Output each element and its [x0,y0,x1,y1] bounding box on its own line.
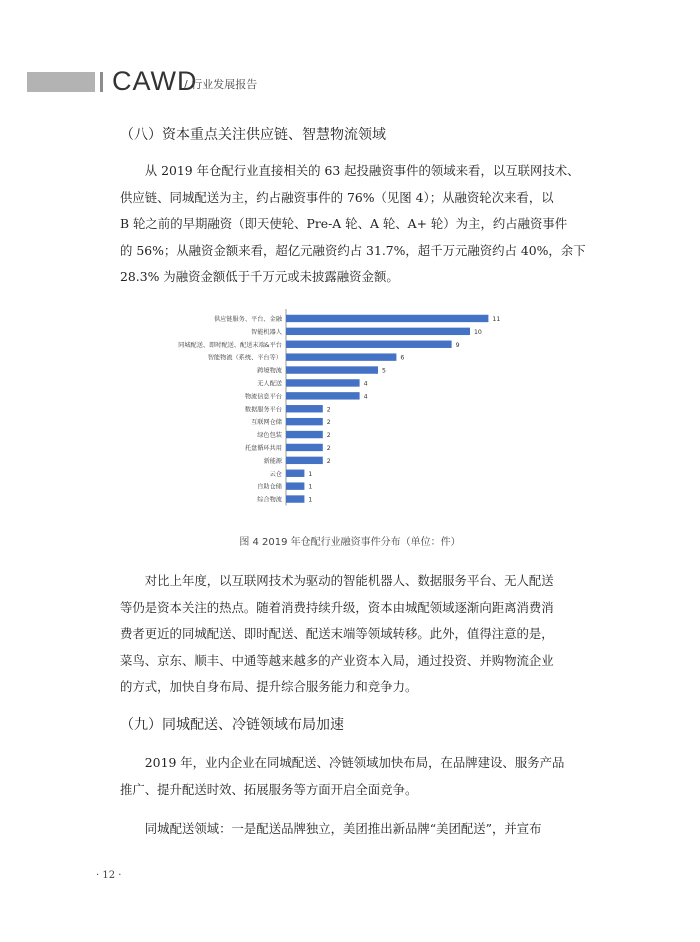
chart-value-label: 2 [326,432,331,440]
chart-value-label: 6 [400,354,405,362]
chart-category-label: 智能物流（系统、平台等） [207,354,282,362]
text-line: 的方式，加快自身布局、提升综合服务能力和竞争力。 [120,679,418,695]
text-line: 对比上年度，以互联网技术为驱动的智能机器人、数据服务平台、无人配送 [144,573,554,588]
chart-bar [286,392,360,399]
header-decor-bar [27,72,95,92]
chart-bar [286,470,304,477]
section8-paragraph [120,158,586,291]
chart-value-label: 2 [326,406,331,414]
chart-bar [286,444,323,451]
chart-value-label: 1 [308,470,313,478]
chart-category-label: 托盘循环共用 [244,444,282,452]
chart-bar [286,495,304,502]
chart-value-label: 11 [492,315,501,323]
chart-bar [286,366,378,373]
section9-heading: （九）同城配送、冷链领域布局加速 [120,717,344,733]
chart-category-label: 新能源 [263,457,282,465]
chart-value-label: 2 [326,419,331,427]
chart-bar [286,353,396,360]
chart-value-label: 4 [363,380,368,388]
chart-value-label: 9 [455,341,460,349]
header-subtitle: / 行业发展报告 [184,78,258,91]
chart-category-label: 互联网仓储 [251,419,282,427]
header-title: CAWD [112,66,198,96]
chart-category-label: 综合物流 [257,496,282,504]
figure-caption: 图 4 2019 年仓配行业融资事件分布（单位：件） [239,537,461,548]
text-line: 28.3% 为融资金额低于千万元或未披露融资金额。 [120,269,399,285]
chart-bar [286,418,323,425]
chart-value-label: 2 [326,444,331,452]
chart-bar [286,482,304,489]
text-line: 推广、提升配送时效、拓展服务等方面开启全面竞争。 [120,781,418,797]
page-number: · 12 · [96,870,122,881]
chart-value-label: 4 [363,393,368,401]
funding-events-chart [145,306,525,508]
text-line: 从 2019 年仓配行业直接相关的 63 起投融资事件的领域来看，以互联网技术、 [144,163,580,178]
chart-category-label: 智能机器人 [251,328,282,336]
chart-value-label: 5 [382,367,386,375]
chart-bar [286,457,323,464]
section9-paragraph-2 [120,816,582,843]
chart-bar [286,341,452,348]
header-divider [100,72,103,92]
chart-bar [286,431,323,438]
chart-category-label: 跨境物流 [257,367,282,375]
text-line: 费者更近的同城配送、即时配送、配送末端等领域转移。此外，值得注意的是， [120,626,554,642]
text-line: 同城配送领域：一是配送品牌独立，美团推出新品牌“美团配送”，并宣布 [144,821,542,836]
text-line: B 轮之前的早期融资（即天使轮、Pre-A 轮、A 轮、A+ 轮）为主，约占融资事件 [120,216,568,232]
section9-paragraph-1 [120,750,582,803]
chart-category-label: 物流信息平台 [244,393,282,401]
chart-value-label: 1 [308,483,313,491]
chart-category-label: 无人配送 [257,380,282,388]
chart-value-label: 1 [308,496,313,504]
chart-category-label: 供应链服务、平台、金融 [213,315,282,323]
section8-heading: （八）资本重点关注供应链、智慧物流领域 [120,127,386,143]
section8-after-paragraph [120,568,582,701]
text-line: 2019 年，业内企业在同城配送、冷链领域加快布局，在品牌建设、服务产品 [144,755,565,770]
chart-value-label: 10 [474,328,482,336]
text-line: 等仍是资本关注的热点。随着消费持续升级，资本由城配领域逐渐向距离消费消 [120,599,554,615]
text-line: 供应链、同城配送为主，约占融资事件的 76%（见图 4）；从融资轮次来看，以 [120,189,554,205]
chart-category-label: 绿色包装 [257,432,282,440]
chart-value-label: 2 [326,457,331,465]
text-line: 的 56%；从融资金额来看，超亿元融资约占 31.7%，超千万元融资约占 40%，余下 [120,242,586,258]
chart-bar [286,405,323,412]
chart-bar [286,379,360,386]
chart-category-label: 自助仓储 [257,483,282,491]
text-line: 菜鸟、京东、顺丰、中通等越来越多的产业资本入局，通过投资、并购物流企业 [120,652,554,668]
chart-bar [286,315,488,322]
chart-category-label: 同城配送、即时配送、配送末端&平台 [178,341,282,349]
chart-category-label: 数据服务平台 [244,406,282,414]
chart-bar [286,328,470,335]
chart-category-label: 云仓 [269,470,282,478]
